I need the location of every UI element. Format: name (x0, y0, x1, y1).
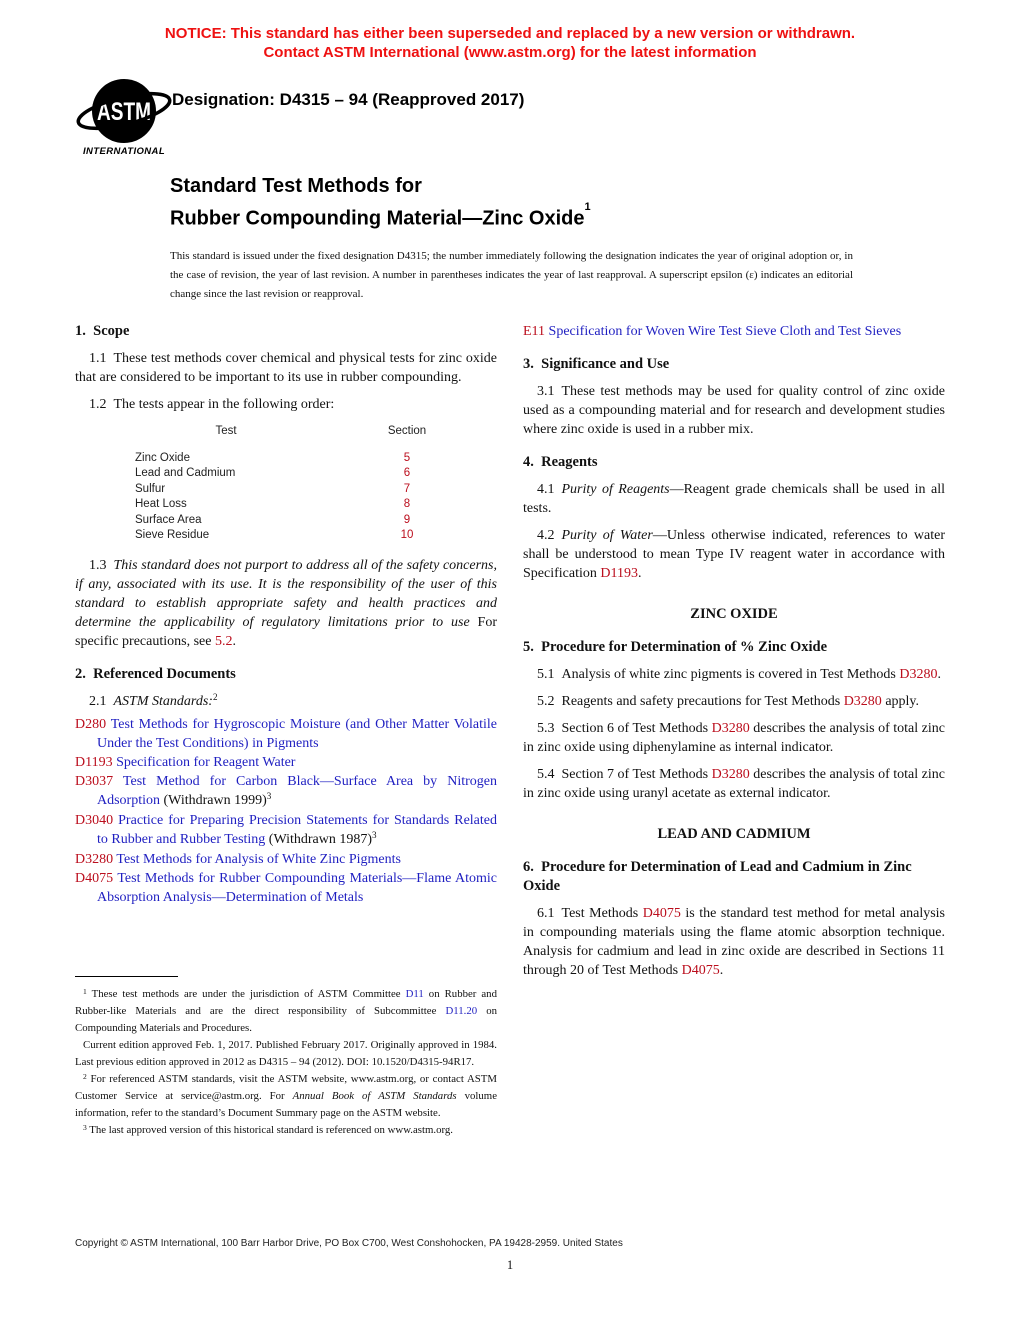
text-segment: 5.4 Section 7 of Test Methods (537, 767, 712, 782)
text-segment: 1 (83, 986, 87, 996)
title-text: Rubber Compounding Material—Zinc Oxide (170, 207, 585, 230)
text-segment: describes the analysis of total zinc in zinc oxide using diphenylamine as internal indicator. (523, 721, 945, 755)
text-segment: For referenced ASTM standards, visit the ASTM website, www.astm.org, or contact ASTM Customer Service at service@astm.org. For (75, 1073, 497, 1102)
doc-link[interactable]: Test Methods for Hygroscopic Moisture (and Other Matter Volatile Under the Test Conditions) in Pigments (97, 716, 497, 751)
text-segment: 5.3 Section 6 of Test Methods (537, 721, 712, 736)
text-segment: . (719, 963, 724, 978)
text-segment: on Compounding Materials and Procedures. (75, 1005, 498, 1034)
text-segment: (Withdrawn 1999) (160, 792, 267, 808)
text-segment: describes the analysis of total zinc in zinc oxide using uranyl acetate as external indicator. (523, 767, 945, 801)
table-row (75, 466, 497, 482)
section-link[interactable]: 10 (400, 529, 414, 541)
doc-link[interactable]: D3280 (711, 721, 750, 736)
text-segment: For specific precautions, see (75, 614, 497, 649)
text-segment: apply. (881, 694, 920, 709)
table-header-test: Test (215, 425, 237, 437)
doc-link[interactable]: D3280 (711, 767, 750, 782)
left-column (75, 322, 497, 907)
notice-banner (0, 24, 1020, 62)
doc-link[interactable]: D4075 (75, 870, 114, 886)
test-name-cell: Heat Loss (135, 498, 187, 510)
text-segment: Purity of Water (561, 528, 653, 543)
svg-text:ASTM: ASTM (97, 98, 151, 126)
notice-line1: NOTICE: This standard has either been superseded and replaced by a new version or withdrawn. (164, 25, 856, 42)
designation: Designation: D4315 – 94 (Reapproved 2017) (172, 90, 525, 109)
section-1-heading: 1. Scope (75, 323, 130, 339)
section-5-heading: 5. Procedure for Determination of % Zinc Oxide (523, 639, 828, 655)
page-number: 1 (506, 1258, 514, 1272)
text-segment: Annual Book of ASTM Standards (292, 1090, 457, 1102)
text-segment: —Unless otherwise indicated, references to water shall be understood to mean Type IV reagent water in accordance with Specification (523, 528, 945, 581)
doc-link[interactable]: Practice for Preparing Precision Statements for Standards Related to Rubber and Rubber Testing (97, 812, 497, 847)
section-link[interactable]: 5 (403, 451, 411, 464)
table-row (75, 528, 497, 544)
text-segment: 2 (212, 692, 218, 703)
test-name-cell: Lead and Cadmium (135, 467, 236, 479)
paragraph-4-1 (523, 480, 945, 518)
doc-link[interactable]: D1193 (75, 754, 113, 770)
paragraph-2-1 (75, 692, 497, 712)
document-title-line1: Standard Test Methods for (170, 175, 422, 197)
doc-link[interactable]: Specification for Woven Wire Test Sieve Cloth and Test Sieves (545, 324, 902, 339)
right-column (523, 322, 945, 988)
paragraph-5-3 (523, 719, 945, 757)
doc-link[interactable]: D1193 (600, 566, 638, 581)
section-link[interactable]: 6 (403, 467, 411, 479)
title-footnote-marker: 1 (584, 201, 591, 213)
text-segment: These test methods are under the jurisdiction of ASTM Committee (86, 988, 406, 1000)
footnote-1 (75, 986, 497, 1037)
text-segment: 4.1 (537, 482, 562, 497)
text-segment: 3 (372, 830, 377, 841)
zinc-oxide-heading: ZINC OXIDE (690, 606, 778, 622)
paragraph-1-2: 1.2 The tests appear in the following order: (89, 397, 335, 412)
reference-item-e11 (523, 322, 945, 341)
reference-item-d280 (75, 715, 497, 753)
text-segment: 2.1 (89, 693, 114, 709)
paragraph-5-1 (523, 665, 945, 684)
doc-link[interactable]: D3040 (75, 812, 114, 828)
section-2-heading: 2. Referenced Documents (75, 665, 236, 682)
paragraph-1-1: 1.1 These test methods cover chemical and physical tests for zinc oxide that are considered to be important to its use in rubber compounding. (75, 351, 497, 385)
table-row (75, 451, 497, 467)
astm-logo (74, 74, 174, 157)
table-body (75, 451, 497, 544)
section-3-heading: 3. Significance and Use (523, 356, 670, 372)
footnote-edition: Current edition approved Feb. 1, 2017. Published February 2017. Originally approved in 1984. Last previous edition approved in 2012 as D4315 – 94 (2012). DOI: 10.1520/D4315-94R17. (75, 1039, 497, 1068)
paragraph-4-2 (523, 526, 945, 583)
text-segment: Purity of Reagents (561, 482, 670, 497)
doc-link[interactable]: Test Methods for Analysis of White Zinc Pigments (113, 851, 401, 867)
text-segment: —Reagent grade chemicals shall be used in all tests. (523, 482, 945, 516)
doc-link[interactable]: D3280 (75, 851, 114, 867)
test-order-table (75, 424, 497, 544)
test-name-cell: Sieve Residue (135, 529, 210, 541)
reference-item-d3037 (75, 772, 497, 811)
footnotes-block (75, 976, 497, 1139)
doc-link[interactable]: 5.2 (214, 633, 233, 649)
doc-link[interactable]: D280 (75, 716, 107, 732)
section-4-heading: 4. Reagents (523, 454, 598, 470)
text-segment: 1.3 (89, 557, 114, 573)
doc-link[interactable]: D3280 (843, 694, 882, 709)
table-row (75, 497, 497, 513)
text-segment: 4.2 (537, 528, 562, 543)
paragraph-6-1 (523, 904, 945, 980)
section-link[interactable]: 9 (403, 513, 411, 526)
astm-globe-icon (74, 74, 174, 148)
astm-logo-subtitle: INTERNATIONAL (82, 146, 166, 157)
doc-link[interactable]: D3280 (899, 667, 938, 682)
doc-link[interactable]: D11.20 (445, 1005, 478, 1017)
paragraph-5-2 (523, 692, 945, 711)
document-title-line2 (170, 200, 591, 233)
section-link[interactable]: 8 (403, 498, 411, 510)
footnote-3 (75, 1122, 497, 1139)
text-segment: This standard does not purport to address all of the safety concerns, if any, associated with its use. It is the responsibility of the user of this standard to establish appropriate safety and health practices and determine the applicability of regulatory limitations prior to use (75, 557, 497, 630)
document-title (170, 172, 591, 233)
paragraph-5-4 (523, 765, 945, 803)
standard-issue-note: This standard is issued under the fixed designation D4315; the number immediately following the designation indicates the year of original adoption or, in the case of revision, the year of last revision. A number in parentheses indicates the year of last reapproval. A superscript epsilon (ε) indicates an editorial change since the last revision or reapproval. (170, 250, 853, 300)
footnote-2 (75, 1071, 497, 1122)
text-segment: . (937, 667, 941, 682)
doc-link[interactable]: D4075 (681, 963, 720, 978)
text-segment: . (637, 566, 642, 581)
text-segment: on Rubber and Rubber-like Materials and are the direct responsibility of Subcommittee (75, 988, 497, 1017)
doc-link[interactable]: E11 (523, 324, 546, 339)
table-header-row (75, 424, 497, 440)
section-6-heading: 6. Procedure for Determination of Lead and Cadmium in Zinc Oxide (523, 859, 912, 894)
text-segment: volume information, refer to the standard’s Document Summary page on the ASTM website. (75, 1090, 497, 1119)
lead-cadmium-heading: LEAD AND CADMIUM (657, 826, 811, 842)
reference-item-d3040 (75, 811, 497, 850)
reference-item-d4075 (75, 869, 497, 907)
text-segment: 5.1 Analysis of white zinc pigments is covered in Test Methods (537, 667, 900, 682)
text-segment: 3 (266, 791, 272, 802)
footnote-rule (75, 976, 178, 977)
text-segment: The last approved version of this historical standard is referenced on www.astm.org. (86, 1124, 453, 1136)
text-segment: ASTM Standards: (113, 693, 213, 709)
notice-line2: Contact ASTM International (www.astm.org) for the latest information (263, 44, 757, 61)
reference-item-d1193 (75, 753, 497, 772)
text-segment: 5.2 Reagents and safety precautions for Test Methods (537, 694, 844, 709)
text-segment: . (232, 633, 236, 649)
text-segment: 6.1 Test Methods (537, 906, 643, 921)
doc-link[interactable]: Specification for Reagent Water (112, 754, 296, 770)
table-row (75, 513, 497, 529)
text-segment: is the standard test method for metal analysis in compounding materials using the flame atomic absorption technique. Analysis for cadmium and lead in zinc oxide are described in Sections 11 through 20 of Test Methods (523, 906, 945, 978)
test-name-cell: Zinc Oxide (135, 451, 190, 464)
copyright-line: Copyright © ASTM International, 100 Barr Harbor Drive, PO Box C700, West Conshohocken, PA 19428-2959. United States (75, 1238, 623, 1249)
text-segment: (Withdrawn 1987) (265, 831, 373, 847)
doc-link[interactable]: D3037 (75, 773, 114, 789)
test-name-cell: Sulfur (135, 482, 166, 495)
paragraph-3-1: 3.1 These test methods may be used for quality control of zinc oxide used as a compounding material and for research and development studies where zinc oxide is used in a rubber mix. (523, 384, 945, 437)
doc-link[interactable]: D11 (405, 988, 424, 1000)
doc-link[interactable]: Test Method for Carbon Black—Surface Area by Nitrogen Adsorption (97, 773, 497, 808)
section-link[interactable]: 7 (403, 482, 411, 495)
doc-link[interactable]: Test Methods for Rubber Compounding Materials—Flame Atomic Absorption Analysis—Determination of Metals (97, 870, 497, 905)
reference-item-d3280 (75, 850, 497, 869)
table-header-section: Section (387, 425, 427, 437)
table-row (75, 482, 497, 498)
paragraph-1-3 (75, 556, 497, 651)
doc-link[interactable]: D4075 (642, 906, 681, 921)
text-segment: 3 (83, 1122, 87, 1132)
test-name-cell: Surface Area (135, 513, 202, 526)
text-segment: 2 (83, 1071, 87, 1081)
